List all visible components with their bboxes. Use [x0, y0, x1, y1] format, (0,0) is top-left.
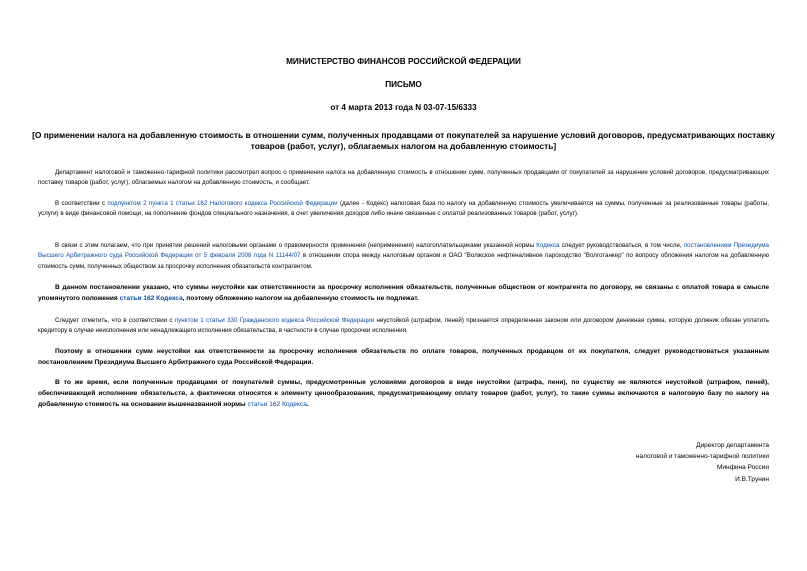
link-court-resolution[interactable]: постановлением Президиума Высшего Арбитражного суда Российской Федерации от 5 февраля 2008 года N 11144/07	[38, 242, 769, 260]
paragraph-text: В связи с этим полагаем, что при принятии решений налоговыми органами о правомерности применения (неприменения) налогоплательщиками указанной нормы	[55, 242, 537, 249]
paragraph-text: В то же время, если полученные продавцами от покупателей суммы, предусмотренные условиями договоров в виде неустойки (штрафа, пени), по существу не являются неустойкой (штрафом, пеней), обеспечивающей исполнение обязательств, а фактически относятся к элементу ценообразования, предусматривающему оплату товаров (работ, услуг), то такие суммы включаются в налоговую базу по налогу на добавленную стоимость на основании вышеназванной нормы	[38, 379, 769, 409]
link-tax-code-article-162[interactable]: подпунктом 2 пункта 1 статьи 162 Налогового кодекса Российской Федерации	[107, 200, 338, 207]
signature-title: Директор департамента	[696, 442, 769, 449]
paragraph-conclusion: Поэтому в отношении сумм неустойки как ответственности за просрочку исполнения обязательств по оплате товаров, полученных продавцом от их покупателя, следует руководствоваться указанным постановлением Президиума Высшего Арбитражного суда Российской Федерации.	[38, 348, 769, 367]
paragraph-exception	[38, 377, 769, 411]
link-civil-code-article-330[interactable]: пунктом 1 статьи 330 Гражданского кодекса Российской Федерации	[174, 317, 375, 324]
paragraph-ruling-summary	[38, 282, 769, 304]
signature-department: налоговой и таможенно-тарифной политики	[635, 453, 769, 461]
link-code[interactable]: Кодекса	[536, 242, 560, 249]
paragraph-text: В соответствии с	[55, 200, 108, 207]
paragraph-text: , поэтому обложению налогом на добавленную стоимость не подлежат.	[182, 295, 419, 303]
link-article-162[interactable]: статьи 162 Кодекса	[119, 295, 183, 303]
paragraph-penalty-definition	[38, 316, 769, 337]
paragraph-tax-base	[38, 199, 769, 220]
signature-ministry: Минфина России	[716, 464, 769, 472]
document-date-number: от 4 марта 2013 года N 03-07-15/6333	[330, 103, 477, 112]
paragraph-text: Следует отметить, что в соответствии с	[55, 317, 175, 324]
document-subject: [О применении налога на добавленную стоимость в отношении сумм, полученных продавцами от покупателей за нарушение условий договоров, предусматривающих поставку товаров (работ, услуг), облагаемых налогом на добавленную стоимость]	[32, 130, 775, 151]
link-article-162-final[interactable]: статьи 162 Кодекса	[247, 401, 307, 409]
signature-name: И.В.Трунин	[735, 475, 769, 483]
paragraph-court-ruling	[38, 241, 769, 272]
ministry-heading: МИНИСТЕРСТВО ФИНАНСОВ РОССИЙСКОЙ ФЕДЕРАЦИИ	[286, 57, 521, 66]
paragraph-intro: Департамент налоговой и таможенно-тарифной политики рассмотрел вопрос о применении налога на добавленную стоимость в отношении сумм, полученных продавцами от покупателей за нарушение условий договоров, предусматривающих поставку товаров (работ, услуг), облагаемых налогом на добавленную стоимость, и сообщает.	[38, 169, 769, 187]
paragraph-text: В данном постановлении указано, что суммы неустойки как ответственности за просрочку исполнения обязательств, полученные обществом от контрагента по договору, не связаны с оплатой товара в смысле упомянутого положения	[38, 284, 769, 303]
paragraph-text: следует руководствоваться, в том числе,	[559, 242, 684, 249]
paragraph-text: (далее - Кодекс) налоговая база по налогу на добавленную стоимость увеличивается на суммы, полученные за реализованные товары (работы, услуги) в виде финансовой помощи, на пополнение фондов специального назначения, в счет увеличения доходов либо иначе связанные с оплатой реализованных товаров (работ, услуг).	[38, 200, 769, 218]
document-type-heading: ПИСЬМО	[385, 80, 422, 89]
paragraph-text: в отношении спора между налоговым органом и ОАО "Волжское нефтеналивное пароходство "Волготанкер" по вопросу обложения налогом на добавленную стоимость сумм, полученных обществом за просрочку исполнения обязательств контрагентом.	[38, 252, 769, 270]
paragraph-text: неустойкой (штрафом, пеней) признается определенная законом или договором денежная сумма, которую должник обязан уплатить кредитору в случае неисполнения или ненадлежащего исполнения обязательства, в частности в случае просрочки исполнения.	[38, 317, 769, 335]
signature-block	[636, 440, 769, 485]
paragraph-text: .	[306, 401, 309, 409]
